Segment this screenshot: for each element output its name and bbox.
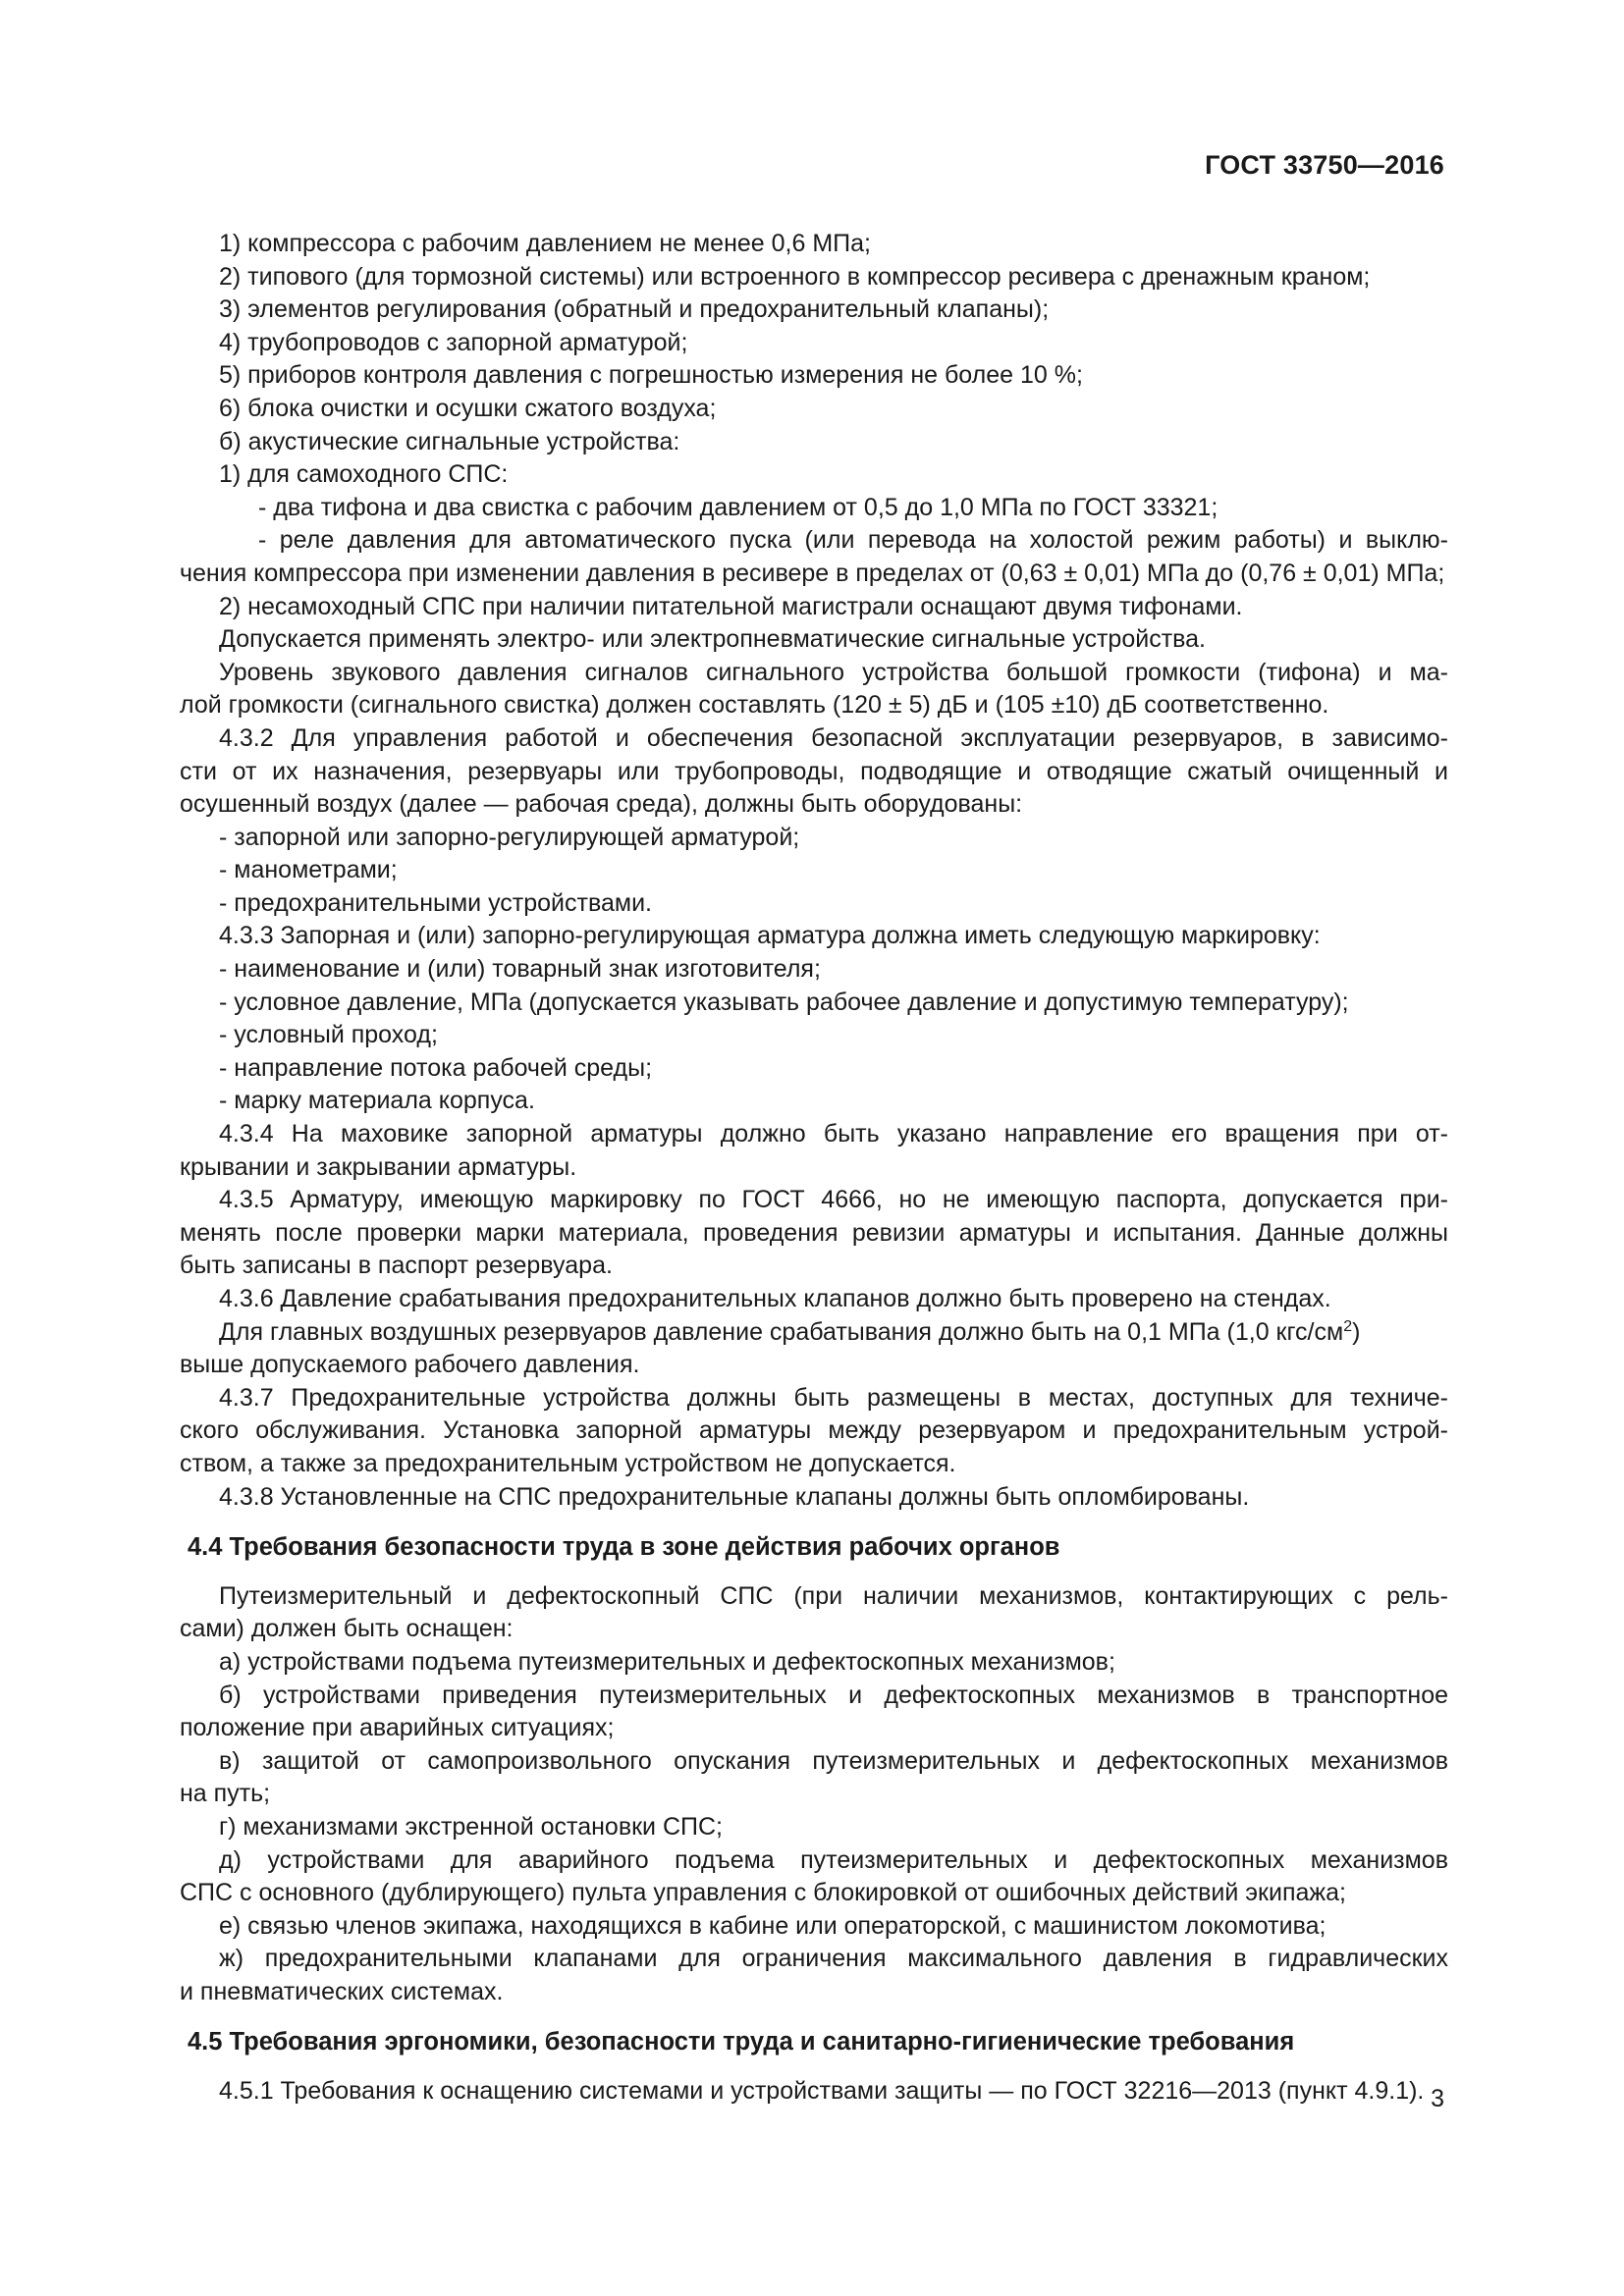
list-item: 1) для самоходного СПС: [219,460,509,489]
paragraph-line: крывании и закрывании арматуры. [180,1152,577,1181]
paragraph-line [180,1316,1448,1350]
list-item: ж) предохранительными клапанами для ограничения максимального давления в гидравлических [219,1945,1448,1973]
list-item: 6) блока очистки и осушки сжатого воздуха; [219,394,717,422]
paragraph-text: Для главных воздушных резервуаров давление срабатывания должно быть на 0,1 МПа (1,0 кгс/см [219,1317,1344,1346]
list-item: - два тифона и два свистка с рабочим давлением от 0,5 до 1,0 МПа по ГОСТ 33321; [258,493,1218,521]
list-item: - условный проход; [219,1021,438,1049]
list-item: г) механизмами экстренной остановки СПС; [219,1812,723,1841]
paragraph-line: лой громкости (сигнального свистка) должен составлять (120 ± 5) дБ и (105 ±10) дБ соответственно. [180,691,1329,720]
list-item: 5) приборов контроля давления с погрешностью измерения не более 10 %; [219,361,1083,390]
list-item: - предохранительными устройствами. [219,888,652,917]
paragraph-line: менять после проверки марки материала, проведения ревизии арматуры и испытания. Данные должны [180,1218,1448,1247]
paragraph-line: сами) должен быть оснащен: [180,1615,514,1643]
document-id: ГОСТ 33750—2016 [1205,150,1444,180]
paragraph-line: сти от их назначения, резервуары или трубопроводы, подводящие и отводящие сжатый очищенный и [180,757,1448,785]
section-heading-4-5: 4.5 Требования эргономики, безопасности труда и санитарно-гигиенические требования [188,2028,1295,2056]
list-item: е) связью членов экипажа, находящихся в кабине или операторской, с машинистом локомотива; [219,1911,1326,1940]
list-item: 2) типового (для тормозной системы) или встроенного в компрессор ресивера с дренажным краном; [219,262,1371,291]
paragraph-line: 4.3.3 Запорная и (или) запорно-регулирующая арматура должна иметь следующую маркировку: [219,922,1321,950]
paragraph-line: 4.3.5 Арматуру, имеющую маркировку по ГОСТ 4666, но не имеющую паспорта, допускается при- [219,1186,1448,1214]
paragraph-line: Уровень звукового давления сигналов сигнального устройства большой громкости (тифона) и ма- [219,658,1448,686]
list-item: б) акустические сигнальные устройства: [219,427,680,455]
list-item: - условное давление, МПа (допускается указывать рабочее давление и допустимую температуру); [219,988,1349,1016]
paragraph-line: 4.3.6 Давление срабатывания предохранительных клапанов должно быть проверено на стендах. [219,1285,1331,1312]
list-item: 4) трубопроводов с запорной арматурой; [219,328,688,356]
paragraph-line: - реле давления для автоматического пуска (или перевода на холостой режим работы) и выклю- [258,526,1448,555]
paragraph-line: 4.3.8 Установленные на СПС предохранительные клапаны должны быть опломбированы. [219,1482,1250,1511]
list-item: - манометрами; [219,856,398,884]
paragraph-line: 4.5.1 Требования к оснащению системами и устройствами защиты — по ГОСТ 32216—2013 (пункт 4.9.1). [219,2077,1425,2106]
list-item: в) защитой от самопроизвольного опускания путеизмерительных и дефектоскопных механизмов [219,1746,1448,1775]
list-item: б) устройствами приведения путеизмерительных и дефектоскопных механизмов в транспортное [219,1681,1448,1709]
list-item: д) устройствами для аварийного подъема путеизмерительных и дефектоскопных механизмов [219,1845,1448,1874]
paragraph-line: Путеизмерительный и дефектоскопный СПС (при наличии механизмов, контактирующих с рель- [219,1581,1448,1610]
list-item: 2) несамоходный СПС при наличии питательной магистрали оснащают двумя тифонами. [219,592,1243,620]
paragraph-text-end: ) [1352,1317,1361,1346]
paragraph-line: на путь; [180,1780,271,1808]
superscript: 2 [1343,1317,1353,1335]
paragraph-line: положение при аварийных ситуациях; [180,1714,615,1742]
paragraph-line: Допускается применять электро- или электропневматические сигнальные устройства. [219,625,1206,654]
paragraph-line: 4.3.4 На маховике запорной арматуры должно быть указано направление его вращения при от- [219,1120,1448,1148]
list-item: - направление потока рабочей среды; [219,1053,653,1082]
list-item: а) устройствами подъема путеизмерительных и дефектоскопных механизмов; [219,1647,1115,1676]
paragraph-line: ского обслуживания. Установка запорной арматуры между резервуаром и предохранительным устрой- [180,1416,1448,1445]
paragraph-line: ством, а также за предохранительным устройством не допускается. [180,1449,956,1477]
document-body [180,228,1448,2109]
paragraph-line: СПС с основного (дублирующего) пульта управления с блокировкой от ошибочных действий экипажа; [180,1879,1346,1907]
paragraph-line: выше допускаемого рабочего давления. [180,1351,640,1379]
paragraph-line: быть записаны в паспорт резервуара. [180,1252,613,1280]
paragraph-line: чения компрессора при изменении давления в ресивере в пределах от (0,63 ± 0,01) МПа до (0,76 ± 0,01) МПа; [180,559,1445,587]
paragraph-line: 4.3.2 Для управления работой и обеспечения безопасной эксплуатации резервуаров, в зависимо- [219,723,1448,752]
page-number: 3 [1431,2085,1444,2112]
list-item: 3) элементов регулирования (обратный и предохранительный клапаны); [219,295,1050,324]
paragraph-line: и пневматических системах. [180,1977,504,2005]
list-item: 1) компрессора с рабочим давлением не менее 0,6 МПа; [219,230,871,257]
paragraph-line: осушенный воздух (далее — рабочая среда), должны быть оборудованы: [180,790,1023,819]
paragraph-line: 4.3.7 Предохранительные устройства должны быть размещены в местах, доступных для техниче- [219,1383,1448,1412]
section-heading-4-4: 4.4 Требования безопасности труда в зоне действия рабочих органов [188,1533,1060,1562]
list-item: - запорной или запорно-регулирующей арматурой; [219,823,800,851]
list-item: - наименование и (или) товарный знак изготовителя; [219,955,821,984]
list-item: - марку материала корпуса. [219,1087,535,1115]
